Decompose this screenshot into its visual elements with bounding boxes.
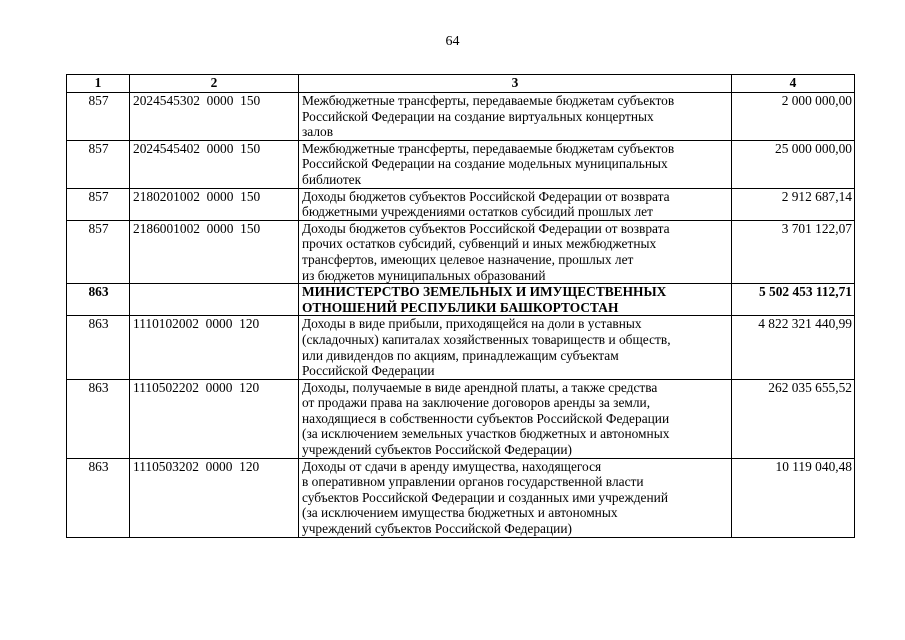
description-line: в оперативном управлении органов государственной власти xyxy=(302,474,644,490)
description-cell xyxy=(299,316,732,379)
description-line: Межбюджетные трансферты, передаваемые бюджетам субъектов xyxy=(302,93,675,108)
description-line: от продажи права на заключение договоров аренды за земли, xyxy=(302,395,651,411)
budget-code-cell: 1110502202 0000 120 xyxy=(130,379,299,458)
description-line: Доходы бюджетов субъектов Российской Федерации от возврата xyxy=(302,220,670,236)
description-line: ОТНОШЕНИЙ РЕСПУБЛИКИ БАШКОРТОСТАН xyxy=(302,299,619,315)
description-cell xyxy=(299,93,732,141)
table-row xyxy=(67,379,855,458)
description-line: МИНИСТЕРСТВО ЗЕМЕЛЬНЫХ И ИМУЩЕСТВЕННЫХ xyxy=(302,284,667,300)
table-row xyxy=(67,284,855,316)
amount-cell: 5 502 453 112,71 xyxy=(732,284,855,316)
column-header-3: 3 xyxy=(299,75,732,93)
admin-code-cell: 857 xyxy=(67,220,130,283)
amount-cell: 25 000 000,00 xyxy=(732,140,855,188)
description-cell xyxy=(299,188,732,220)
description-line: Доходы, получаемые в виде арендной платы, а также средства xyxy=(302,379,658,395)
description-line: из бюджетов муниципальных образований xyxy=(302,267,546,283)
description-line: бюджетными учреждениями остатков субсидий прошлых лет xyxy=(302,204,653,220)
column-header-2: 2 xyxy=(130,75,299,93)
budget-code-cell: 2024545402 0000 150 xyxy=(130,140,299,188)
page-number: 64 xyxy=(445,34,460,49)
column-header-4: 4 xyxy=(732,75,855,93)
table-row xyxy=(67,188,855,220)
description-line: (за исключением имущества бюджетных и автономных xyxy=(302,505,618,521)
amount-cell: 3 701 122,07 xyxy=(732,220,855,283)
admin-code-cell: 863 xyxy=(67,458,130,537)
table-row xyxy=(67,458,855,537)
table-row xyxy=(67,93,855,141)
description-cell xyxy=(299,379,732,458)
budget-code-cell: 2180201002 0000 150 xyxy=(130,188,299,220)
description-cell xyxy=(299,458,732,537)
admin-code-cell: 863 xyxy=(67,379,130,458)
table-row xyxy=(67,316,855,379)
table-row xyxy=(67,220,855,283)
description-line: залов xyxy=(302,124,334,140)
amount-cell: 10 119 040,48 xyxy=(732,458,855,537)
budget-code-cell: 1110102002 0000 120 xyxy=(130,316,299,379)
budget-code-cell: 1110503202 0000 120 xyxy=(130,458,299,537)
budget-code-cell: 2186001002 0000 150 xyxy=(130,220,299,283)
description-cell xyxy=(299,220,732,283)
description-line: библиотек xyxy=(302,171,362,187)
description-line: прочих остатков субсидий, субвенций и иных межбюджетных xyxy=(302,236,657,252)
description-cell xyxy=(299,140,732,188)
amount-cell: 4 822 321 440,99 xyxy=(732,316,855,379)
description-line: (складочных) капиталах хозяйственных товариществ и обществ, xyxy=(302,331,671,347)
budget-code-cell: 2024545302 0000 150 xyxy=(130,93,299,141)
description-line: Российской Федерации xyxy=(302,363,435,379)
description-line: Доходы бюджетов субъектов Российской Федерации от возврата xyxy=(302,188,670,204)
table-row xyxy=(67,140,855,188)
amount-cell: 2 000 000,00 xyxy=(732,93,855,141)
admin-code-cell: 863 xyxy=(67,316,130,379)
admin-code-cell: 863 xyxy=(67,284,130,316)
amount-cell: 262 035 655,52 xyxy=(732,379,855,458)
table-header-row xyxy=(67,75,855,93)
revenue-table xyxy=(66,74,855,538)
budget-code-cell xyxy=(130,284,299,316)
description-line: субъектов Российской Федерации и созданных ими учреждений xyxy=(302,489,668,505)
admin-code-cell: 857 xyxy=(67,188,130,220)
admin-code-cell: 857 xyxy=(67,93,130,141)
description-line: Российской Федерации на создание модельных муниципальных xyxy=(302,156,668,172)
description-line: Российской Федерации на создание виртуальных концертных xyxy=(302,108,654,124)
description-cell xyxy=(299,284,732,316)
column-header-1: 1 xyxy=(67,75,130,93)
amount-cell: 2 912 687,14 xyxy=(732,188,855,220)
description-line: (за исключением земельных участков бюджетных и автономных xyxy=(302,426,670,442)
description-line: Доходы от сдачи в аренду имущества, находящегося xyxy=(302,458,602,474)
description-line: трансфертов, имеющих целевое назначение, прошлых лет xyxy=(302,251,634,267)
description-line: находящиеся в собственности субъектов Российской Федерации xyxy=(302,410,670,426)
description-line: учреждений субъектов Российской Федерации) xyxy=(302,521,572,537)
description-line: учреждений субъектов Российской Федерации) xyxy=(302,442,572,458)
description-line: или дивидендов по акциям, принадлежащим субъектам xyxy=(302,347,619,363)
table-body xyxy=(67,93,855,538)
admin-code-cell: 857 xyxy=(67,140,130,188)
description-line: Доходы в виде прибыли, приходящейся на доли в уставных xyxy=(302,316,642,332)
description-line: Межбюджетные трансферты, передаваемые бюджетам субъектов xyxy=(302,140,675,156)
